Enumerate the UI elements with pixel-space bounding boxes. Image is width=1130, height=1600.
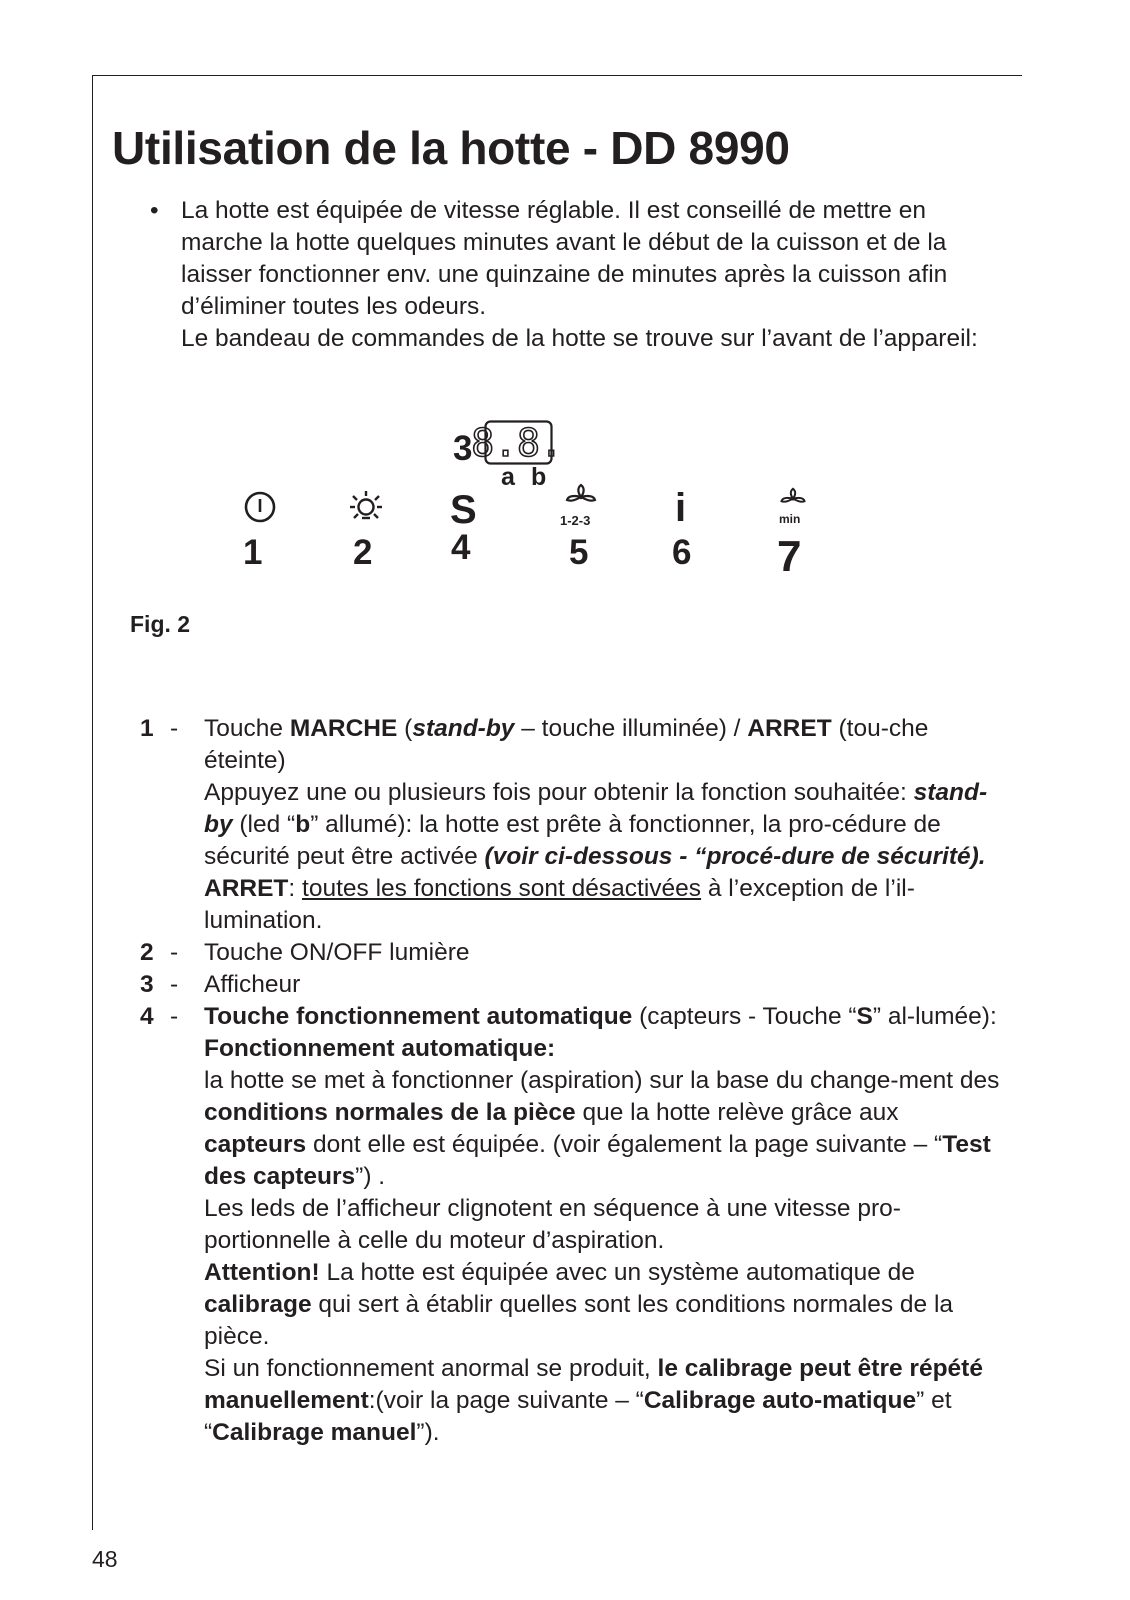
figure-number-1: 1 [243,533,263,572]
display-icon [471,420,563,470]
item-list [140,713,1000,1449]
display-label-a: a [501,463,515,491]
item-4-line-3: Les leds de l’afficheur clignotent en séquence à une vitesse pro-portionnelle à celle du moteur d’aspiration. [204,1195,901,1254]
figure-number-4: 4 [451,528,471,567]
item-1-line-2: Appuyez une ou plusieurs fois pour obtenir la fonction souhaitée: stand-by (led “b” allumé): la hotte est prête à fonctionner, la pro-cédure de sécurité peut être activée (voir ci-dessous - “procé-dure de sécurité). [204,779,988,870]
fan-min-icon[interactable] [779,487,807,512]
intro-paragraph-2: Le bandeau de commandes de la hotte se trouve sur l’avant de l’appareil: [181,325,978,352]
figure-caption: Fig. 2 [130,611,191,637]
fan-speed-icon[interactable] [564,483,598,513]
item-number: 2 [140,939,154,966]
intro-paragraph-1: La hotte est équipée de vitesse réglable. Il est conseillé de mettre en marche la hotte quelques minutes avant le début de la cuisson et de la laisser fonctionner env. une quinzaine de minutes après la cuisson afin d’éliminer toutes les odeurs. [181,197,948,320]
item-4-line-2: la hotte se met à fonctionner (aspiration) sur la base du change-ment des conditions normales de la pièce que la hotte relève grâce aux capteurs dont elle est équipée. (voir également la page suivante – “Test des capteurs”) . [204,1067,1000,1190]
figure-number-3: 3 [453,429,473,468]
list-item-1 [140,713,1000,937]
item-number: 1 [140,715,154,742]
figure-number-2: 2 [353,533,373,572]
list-item-2 [140,937,1000,969]
item-number: 3 [140,971,154,998]
item-dash: - [170,1003,179,1030]
power-icon[interactable] [243,490,277,524]
see-below-reference: (voir ci-dessous - “procé-dure de sécurité). [484,843,986,870]
top-border-rule [92,75,1022,76]
list-item-4 [140,1001,1000,1449]
auto-s-icon[interactable]: S [450,488,477,532]
display-label-b: b [531,463,547,491]
item-3-text: Afficheur [204,971,301,998]
bullet-marker: • [150,197,159,224]
list-item-3 [140,969,1000,1001]
item-4-heading: Fonctionnement automatique: [204,1035,556,1062]
item-1-line-3: ARRET: toutes les fonctions sont désactivées à l’exception de l’il-lumination. [204,875,915,934]
item-dash: - [170,939,179,966]
figure-number-5: 5 [569,533,589,572]
fan-speed-label: 1-2-3 [560,513,591,528]
item-4-line-5: Si un fonctionnement anormal se produit, le calibrage peut être répété manuellement:(voir la page suivante – “Calibrage auto-matique” et “Calibrage manuel”). [204,1355,983,1446]
item-4-line-4: Attention! La hotte est équipée avec un système automatique de calibrage qui sert à établir quelles sont les conditions normales de la pièce. [204,1259,954,1350]
figure-number-7: 7 [777,532,802,581]
item-2-text: Touche ON/OFF lumière [204,939,470,966]
left-border-rule [92,75,93,1530]
item-4-line-1: Touche fonctionnement automatique (capteurs - Touche “S” al-lumée): [204,1003,997,1030]
page-title: Utilisation de la hotte - DD 8990 [112,122,790,174]
item-number: 4 [140,1003,154,1030]
item-1-line-1: Touche MARCHE (stand-by – touche illuminée) / ARRET (tou-che éteinte) [204,715,929,774]
figure-number-6: 6 [672,533,692,572]
light-bulb-icon[interactable] [346,488,386,528]
intro-section [150,195,980,355]
page-number: 48 [92,1546,118,1572]
info-icon[interactable]: i [675,486,687,530]
item-dash: - [170,715,179,742]
fan-min-label: min [779,512,801,526]
svg-text:8.8.: 8.8. [471,421,563,465]
item-dash: - [170,971,179,998]
